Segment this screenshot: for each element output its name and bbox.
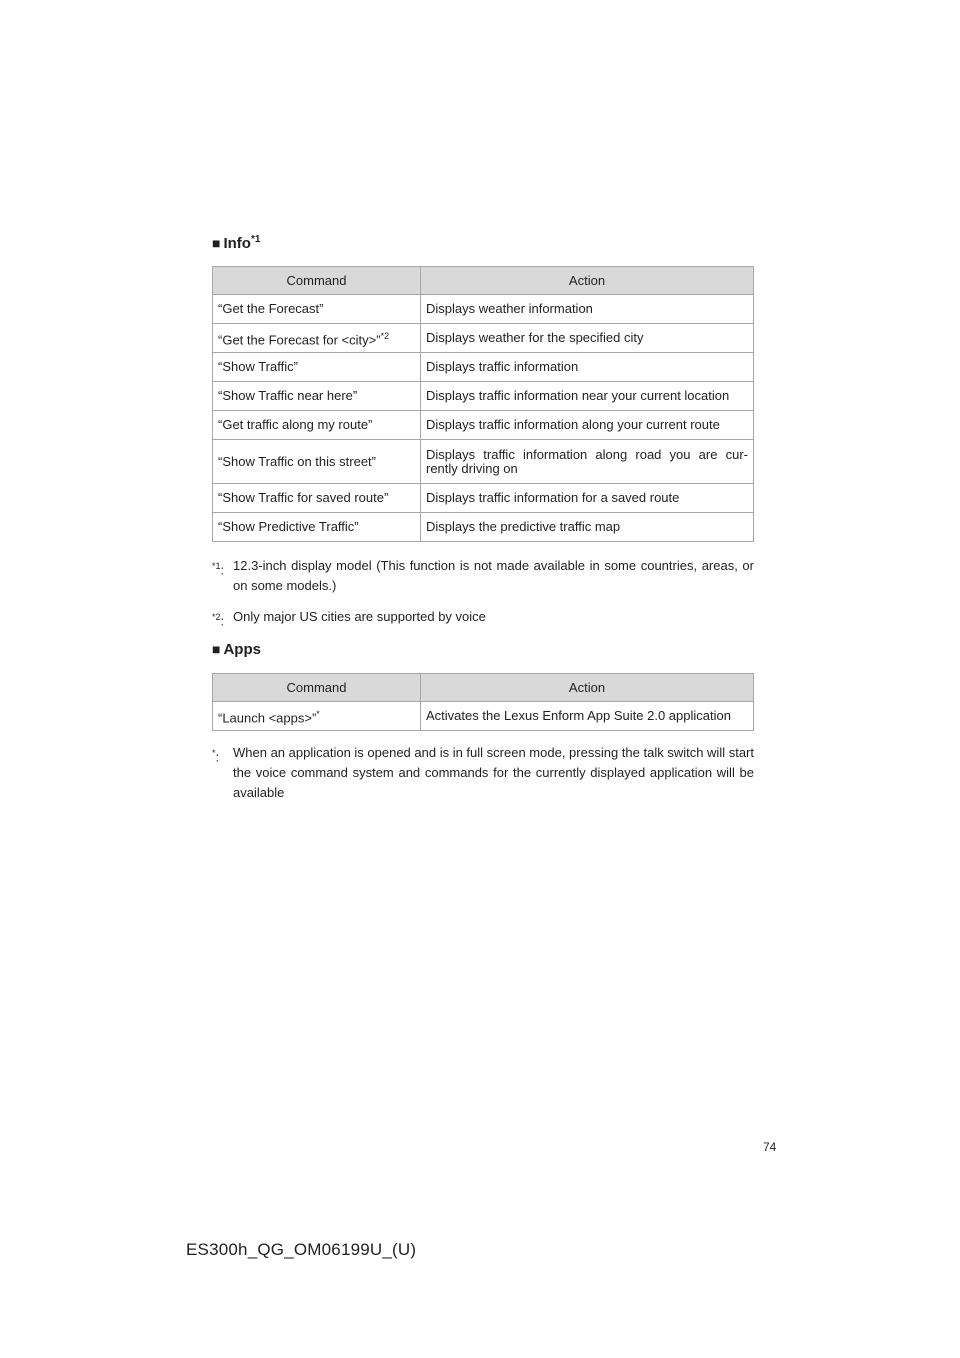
table-row [213, 382, 754, 411]
command-cell: “Get traffic along my route” [213, 411, 421, 440]
action-cell: Displays the predictive traffic map [421, 513, 754, 542]
table-row [213, 484, 754, 513]
table-row [213, 440, 754, 484]
table-header-row [213, 674, 754, 702]
command-cell: “Show Traffic” [213, 353, 421, 382]
info-command-table [212, 266, 754, 542]
action-cell: Displays weather information [421, 295, 754, 324]
action-cell: Activates the Lexus Enform App Suite 2.0 application [421, 702, 754, 731]
square-bullet-icon: ■ [212, 641, 221, 657]
square-bullet-icon: ■ [212, 235, 221, 251]
table-row [213, 513, 754, 542]
column-header-command: Command [213, 674, 421, 702]
action-cell: Displays traffic information along road you are cur-rently driving on [421, 440, 754, 484]
command-cell: “Get the Forecast for <city>”$^{*2}$ [213, 324, 421, 353]
action-cell: Displays traffic information [421, 353, 754, 382]
table-row [213, 324, 754, 353]
action-cell: Displays traffic information along your current route [421, 411, 754, 440]
action-cell: Displays weather for the specified city [421, 324, 754, 353]
command-cell: “Launch <apps>”* [213, 702, 421, 731]
document-footer: ES300h_QG_OM06199U_(U) [186, 1240, 417, 1259]
action-cell: Displays traffic information for a saved route [421, 484, 754, 513]
table-row [213, 295, 754, 324]
command-cell: “Show Traffic on this street” [213, 440, 421, 484]
action-cell: Displays traffic information near your current location [421, 382, 754, 411]
command-cell: “Get the Forecast” [213, 295, 421, 324]
command-cell: “Show Traffic near here” [213, 382, 421, 411]
table-row [213, 702, 754, 731]
apps-heading: ■ Apps [212, 641, 261, 658]
command-cell: “Show Traffic for saved route” [213, 484, 421, 513]
footnote-1: $^{*1}$: 12.3-inch display model (This function is not made available in some countries, areas, or on some models.) [212, 558, 754, 593]
info-heading: ■ Info$^{*1}$ [212, 234, 261, 252]
table-row [213, 411, 754, 440]
column-header-action: Action [421, 267, 754, 295]
column-header-command: Command [213, 267, 421, 295]
footnote-2: $^{*2}$: Only major US cities are supported by voice [212, 609, 486, 629]
table-header-row [213, 267, 754, 295]
column-header-action: Action [421, 674, 754, 702]
page-number: 74 [763, 1140, 777, 1154]
apps-command-table [212, 673, 754, 731]
table-row [213, 353, 754, 382]
command-cell: “Show Predictive Traffic” [213, 513, 421, 542]
footnote-apps: *: When an application is opened and is in full screen mode, pressing the talk switch will start the voice command system and commands for the currently displayed application will be available [212, 745, 754, 800]
